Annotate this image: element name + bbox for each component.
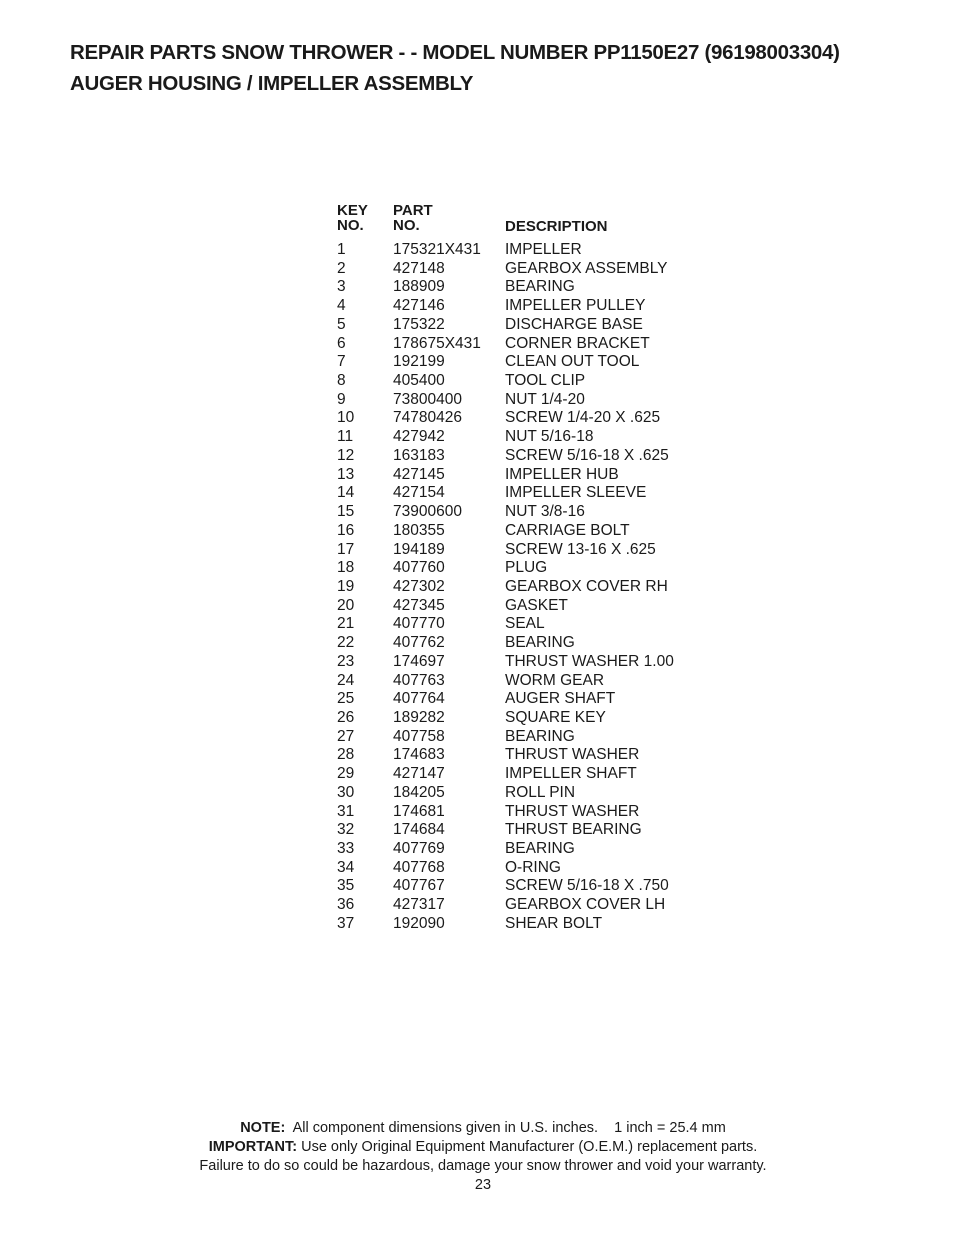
note-label: NOTE: [240,1120,286,1136]
part-no-cell: 405400 [393,372,445,390]
description-header: DESCRIPTION [505,218,608,235]
part-no-cell: 407764 [393,690,445,708]
part-no-cell: 427302 [393,577,445,595]
key-no-cell: 2 [337,259,346,277]
part-no-cell: 427147 [393,765,445,783]
description-cell: SEAL [505,615,545,633]
part-no-cell: 175321X431 [393,241,481,258]
key-no-cell: 29 [337,765,355,783]
part-no-cell: 427145 [393,465,445,483]
key-no-cell: 28 [337,746,355,764]
key-no-cell: 18 [337,559,355,577]
key-no-cell: 11 [337,428,354,446]
key-no-cell: 13 [337,465,355,483]
key-no-cell: 3 [337,278,346,296]
description-cell: CORNER BRACKET [505,334,650,352]
part-no-cell: 194189 [393,540,445,558]
key-no-cell: 7 [337,353,346,371]
part-no-cell: 407760 [393,559,445,577]
page-title [70,37,930,99]
note-line [0,1119,954,1138]
key-no-cell: 9 [337,390,346,408]
key-no-cell: 17 [337,540,355,558]
key-no-cell: 10 [337,409,355,427]
key-no-cell: 20 [337,596,355,614]
description-cell: NUT 3/8-16 [505,503,585,521]
description-cell: GEARBOX ASSEMBLY [505,259,668,277]
part-no-cell: 407767 [393,877,445,895]
description-cell: PLUG [505,559,548,577]
part-no-cell: 427154 [393,484,445,502]
page-number: 23 [474,1177,492,1193]
part-no-cell: 73800400 [393,390,462,408]
key-no-cell: 4 [337,297,346,315]
note-text: All component dimensions given in U.S. inches. [292,1120,599,1136]
part-no-cell: 184205 [393,783,445,801]
key-no-cell: 12 [337,446,355,464]
key-no-cell: 15 [337,503,355,521]
page-title-line-2: AUGER HOUSING / IMPELLER ASSEMBLY [70,72,474,95]
page-title-line-1: REPAIR PARTS SNOW THROWER - - MODEL NUMBER PP1150E27 (96198003304) [70,41,840,64]
key-no-cell: 34 [337,858,355,876]
description-cell: AUGER SHAFT [505,690,616,708]
description-cell: CLEAN OUT TOOL [505,353,640,371]
description-cell: THRUST BEARING [505,821,642,839]
part-no-header [393,203,433,233]
key-no-cell: 23 [337,652,355,670]
key-no-cell: 25 [337,690,355,708]
page-footer [0,1119,954,1195]
description-cell: GEARBOX COVER LH [505,896,666,914]
description-cell: THRUST WASHER [505,802,640,820]
part-no-cell: 407762 [393,634,445,652]
important-text: Use only Original Equipment Manufacturer (O.E.M.) replacement parts. [301,1139,758,1155]
description-cell: IMPELLER SHAFT [505,765,637,783]
part-no-cell: 174684 [393,821,445,839]
description-cell: IMPELLER [505,241,582,258]
part-header-line-2: NO. [393,217,420,234]
description-cell: ROLL PIN [505,783,576,801]
part-no-cell: 163183 [393,446,445,464]
description-cell: BEARING [505,840,575,857]
description-cell: GASKET [505,596,568,614]
part-no-cell: 427345 [393,596,445,614]
part-no-cell: 192199 [393,353,445,371]
part-no-cell: 74780426 [393,409,462,427]
key-no-cell: 37 [337,914,355,932]
key-no-header [337,203,368,233]
part-no-cell: 427148 [393,259,445,277]
key-no-cell: 32 [337,821,355,839]
part-no-cell: 73900600 [393,503,462,521]
part-no-cell: 427146 [393,297,445,315]
key-no-cell: 22 [337,634,355,652]
key-header-line-1: KEY [337,202,368,219]
description-cell: NUT 5/16-18 [505,428,594,446]
description-cell: SCREW 5/16-18 X .750 [505,877,669,895]
description-cell: IMPELLER SLEEVE [505,484,647,502]
key-no-cell: 30 [337,783,355,801]
key-no-cell: 36 [337,896,355,914]
description-cell: BEARING [505,634,575,652]
part-no-cell: 189282 [393,708,445,726]
part-no-cell: 188909 [393,278,445,296]
description-cell: GEARBOX COVER RH [505,577,668,595]
part-no-cell: 407769 [393,840,445,857]
key-no-cell: 24 [337,671,355,689]
key-no-cell: 31 [337,802,355,820]
warning-line: Failure to do so could be hazardous, damage your snow thrower and void your warranty. [199,1158,767,1174]
description-cell: IMPELLER PULLEY [505,297,646,315]
unit-conversion: 1 inch = 25.4 mm [614,1120,726,1136]
description-cell: BEARING [505,727,575,745]
description-cell: SQUARE KEY [505,708,606,726]
part-no-cell: 407763 [393,671,445,689]
description-cell: SCREW 13-16 X .625 [505,540,656,558]
description-cell: IMPELLER HUB [505,465,619,483]
part-no-cell: 407770 [393,615,445,633]
part-no-cell: 407768 [393,858,445,876]
description-cell: THRUST WASHER 1.00 [505,652,674,670]
description-cell: TOOL CLIP [505,372,586,390]
part-no-cell: 174681 [393,802,445,820]
part-no-cell: 180355 [393,521,445,539]
key-no-cell: 33 [337,840,355,857]
description-cell: DISCHARGE BASE [505,315,643,333]
part-header-line-1: PART [393,202,433,219]
key-no-cell: 21 [337,615,355,633]
description-cell: THRUST WASHER [505,746,640,764]
key-header-line-2: NO. [337,217,364,234]
description-cell: SCREW 1/4-20 X .625 [505,409,661,427]
part-no-cell: 407758 [393,727,445,745]
key-no-cell: 6 [337,334,346,352]
key-no-cell: 5 [337,315,346,333]
description-cell: SCREW 5/16-18 X .625 [505,446,669,464]
description-cell: CARRIAGE BOLT [505,521,630,539]
description-cell: SHEAR BOLT [505,914,603,932]
important-label: IMPORTANT: [208,1139,298,1155]
description-cell: BEARING [505,278,575,296]
part-no-cell: 427317 [393,896,445,914]
part-no-cell: 174697 [393,652,445,670]
description-cell: WORM GEAR [505,671,605,689]
part-no-cell: 174683 [393,746,445,764]
key-no-cell: 8 [337,372,346,390]
key-no-cell: 27 [337,727,355,745]
key-no-cell: 14 [337,484,355,502]
key-no-cell: 16 [337,521,355,539]
key-no-cell: 35 [337,877,355,895]
description-cell: O-RING [505,858,561,876]
important-line [0,1138,954,1157]
part-no-cell: 178675X431 [393,334,481,352]
part-no-cell: 427942 [393,428,445,446]
description-cell: NUT 1/4-20 [505,390,585,408]
key-no-cell: 26 [337,708,355,726]
part-no-cell: 192090 [393,914,445,932]
key-no-cell: 1 [337,241,346,258]
part-no-cell: 175322 [393,315,445,333]
key-no-cell: 19 [337,577,355,595]
